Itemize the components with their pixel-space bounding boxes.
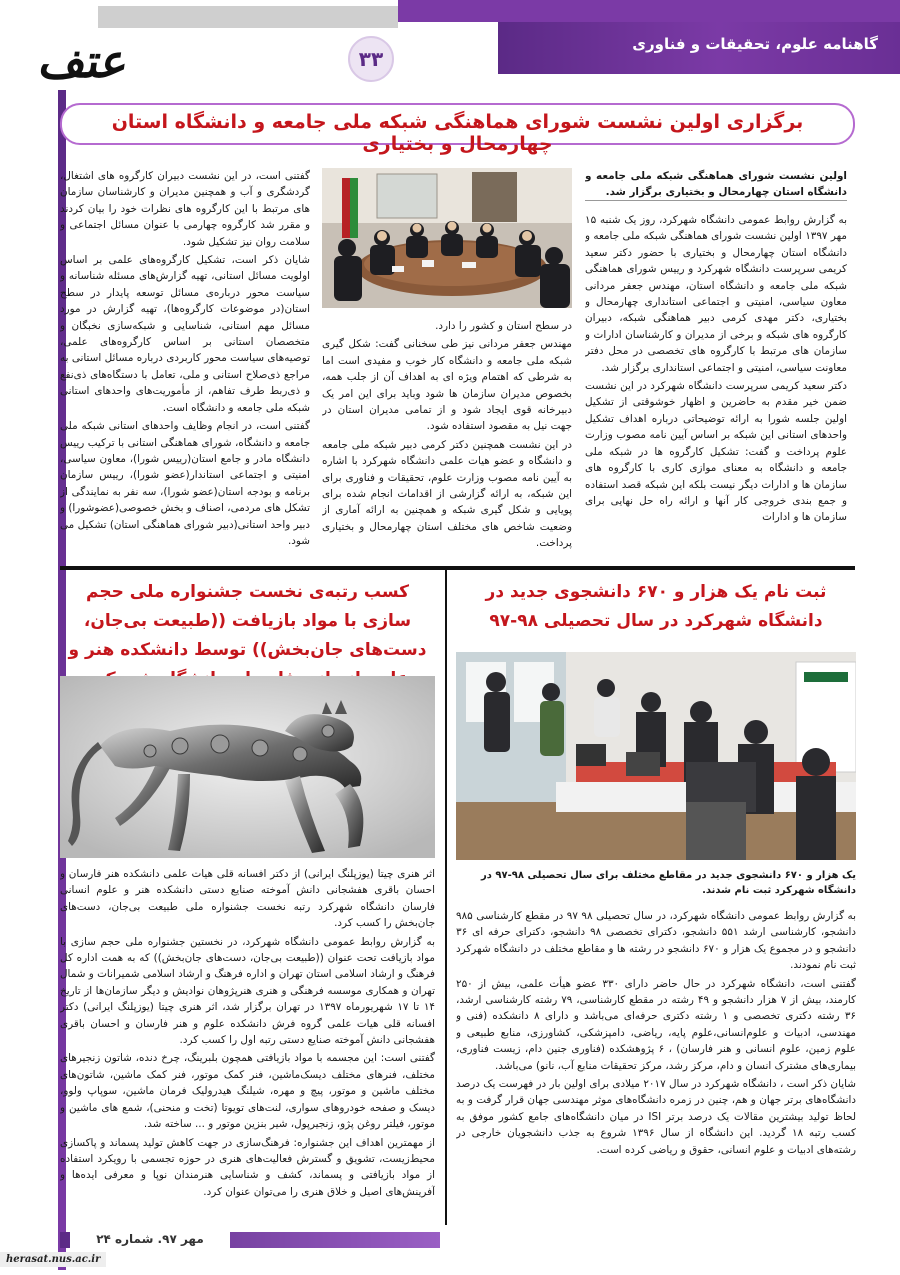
lead-underline [585,200,847,201]
paragraph: گفتنی است، دانشگاه شهرکرد در حال حاضر دارای ۳۳۰ عضو هیأت علمی، بیش از ۲۵۰ کارمند، بیش از ۷ هزار دانشجو و ۴۹ رشته در مقطع کارشناسی، ۷۹ رشته کارشناسی ارشد، ۳۶ رشته دکتری تخصصی و ۱ رشته دکتری حرفه‌ای می‌باشد و دارای ۸ دانشکده (فنی و مهندسی، ادبیات و علوم‌انسانی،علوم پایه، ریاضی، دامپزشکی، کشاورزی، منابع طبیعی و علوم زمین، علوم انسانی و هنر فارسان) ، ۶ پژوهشکده (فناوری جنین دام، زیست فناوری، بیماری‌های مشترک انسان و دام، مرکز رشد، مرکز تحقیقات منابع آب، نانو) می‌باشد. [456,977,856,1072]
paragraph: در سطح استان و کشور را دارد. [435,320,572,332]
footer-issue-label: مهر ۹۷. شماره ۲۴ [70,1228,230,1250]
paragraph: مهندس جعفر مردانی نیز طی سخنانی گفت: شکل گیری شبکه ملی جامعه و دانشگاه کار خوب و مفیدی است اما به شرطی که اهتمام ویژه ای به اهداف آن از جلب همه، بخصوص مدیران سازمان ها شود وباید برای این امر یک دبیرخانه قوی ایجاد شود و از تمامی مدیران استان در جهت نیل به مقصود استفاده شود. [322,338,572,433]
header-purple-strip [398,0,900,22]
article1-column-right [585,212,847,560]
paragraph: شایان ذکر است، تشکیل کارگروه‌های علمی بر اساس اولویت مسائل استانی، تهیه گزارش‌های مسئله شناسانه و سیاست محور درباره‌ی مسائل توسعه پایدار در سطح استان(در موضوعات کارگروه‌ها)، تهیه گزارش در مورد مسائل مهم استانی، شناسایی و شبکه‌سازی نخبگان و متخصصان استانی بر اساس کارگروه‌های علمی، توصیه‌های سیاست محور کاربردی درباره مسائل استانی به مراجع ذی‌صلاح استانی و ملی، تعامل با دستگاه‌های ذی‌نفع و ذی‌ربط طرف تفاهم، از مأموریت‌های واحدهای استانی شبکه ملی جامعه و دانشگاه است. [60,254,310,414]
paragraph: در این نشست همچنین دکتر کرمی دبیر شبکه ملی جامعه و دانشگاه و عضو هیات علمی دانشگاه شهرکرد با اشاره به آیین نامه مصوب وزارت علوم، تحقیقات و فناوری برای این شبکه، به ارائه گزارشی از اقدامات انجام شده برای پویایی و شکل گیری شبکه و همچنین به ارائه آماری از وضعیت شاخص های مختلف استان چهارمحال و بختیاری پرداخت. [322,438,572,550]
article1-column-middle [322,318,572,560]
paragraph: به گزارش روابط عمومی دانشگاه شهرکرد، در نخستین جشنواره ملی حجم سازی با مواد بازیافت تحت عنوان ((طبیعت بی‌جان، دست‌های جان‌بخش)) که به همت اداره کل فرهنگ و ارشاد اسلامی استان تهران و اداره فرهنگ و ارشاد اسلامی شمیرانات و شمال تهران و همکاری موسسه فرهنگی و هنری هنرپژوهان نوادیش و دیگر سازمان‌ها از تاریخ ۱۴ تا ۱۷ شهریورماه ۱۳۹۷ در تهران برگزار شد، اثر هنری چیتا (یوزپلنگ ایرانی) دکتر افسانه قلی هیات علمی گروه فرش دانشکده علوم و هنر فارسان و احسان باقری هفشجانی دانش آموخته صنایع دستی رتبه اول را کسب کرد. [60,935,435,1047]
paragraph: اثر هنری چیتا (یوزپلنگ ایرانی) از دکتر افسانه قلی هیات علمی دانشکده هنر فارسان و احسان باقری هفشجانی دانش آموخته صنایع دستی دانشکده هنر و علوم انسانی فارسان دانشگاه شهرکرد رتبه نخست جشنواره ملی طبیعت بی‌جان، دست‌های جان‌بخش را کسب کرد. [60,868,435,930]
article2-headline: ثبت نام یک هزار و ۶۷۰ دانشجوی جدید در دانشگاه شهرکرد در سال تحصیلی ۹۸-۹۷ [485,582,827,631]
registration-photo-image [456,652,856,860]
article3-body [60,866,435,1226]
paragraph: گفتنی است، در این نشست دبیران کارگروه های اشتغال، گردشگری و آب و همچنین مدیران و کارشناسان سازمان های مرتبط با این کارگروه های نظرات خود را بیان کردند و مقرر شد کارگروه چهارمی با عنوان مسائل اجتماعی و سلامت روان نیز تشکیل شود. [60,170,310,248]
registration-photo [456,652,856,860]
main-headline: برگزاری اولین نشست شورای هماهنگی شبکه ملی جامعه و دانشگاه استان چهارمحال و بختیاری [111,111,804,155]
article3-headline: کسب رتبه‌ی نخست جشنواره ملی حجم سازی با مواد بازیافت ((طبیعت بی‌جان، دست‌های جان‌بخش)) توسط دانشکده هنر و [68,582,427,660]
article1-lead: اولین نشست شورای هماهنگی شبکه ملی جامعه و دانشگاه استان چهارمحال و بختیاری برگزار شد. [585,170,847,199]
paragraph: گفتنی است، در انجام وظایف واحدهای استانی شبکه ملی جامعه و دانشگاه، شورای هماهنگی استانی با ترکیب رییس دانشگاه مادر و جامع استان(رییس شورا)، معاون سیاسی، امنیتی و اجتماعی استاندار(عضو شورا)، رییس سازمان برنامه و بودجه استان(عضو شورا)، سه نفر به نمایندگی از تشکل های مردمی، اصناف و بخش خصوصی(عضوشورا) و دبیر واحد استانی(دبیر شورای هماهنگی استان) تشکیل می شود. [60,420,310,547]
paragraph: شایان ذکر است ، دانشگاه شهرکرد در سال ۲۰۱۷ میلادی برای اولین بار در فهرست یک درصد دانشگاه‌های برتر جهان و هم، چنین در زمره دانشگاه‌های موثر مهندسی جهان قرار گرفت و به لحاظ تولید بیشترین مقالات یک درصد برتر ISI در میان دانشگاه‌های جامع کشور موفق به کسب رتبه ۱۸ گردید. این دانشگاه از سال ۱۳۹۶ شروع به جذب دانشجویان خارجی در رشته‌های ادبیات و علوم انسانی، حقوق و ریاضی کرده است. [456,1078,856,1156]
cheetah-sculpture-image [60,676,435,858]
magazine-logo: عتف [36,34,133,88]
meeting-photo [322,168,572,308]
column-divider [445,570,447,1225]
header-gray-strip [98,6,398,28]
section-title: گاهنامه علوم، تحقیقات و فناوری [632,35,878,53]
paragraph: به گزارش روابط عمومی دانشگاه شهرکرد، در سال تحصیلی ۹۸ ۹۷ در مقطع کارشناسی ۹۸۵ دانشجو، کارشناسی ارشد ۵۵۱ دانشجو، دکترای تخصصی ۹۸ دانشجو، دکترای حرفه ای ۳۶ دانشجو و در مجموع یک هزار و ۶۷۰ دانشجو در رشته ها و مقاطع مختلف در دانشگاه شهرکرد ثبت نام نمودند. [456,910,856,972]
article2-body [456,908,856,1226]
meeting-photo-image [322,168,572,308]
paragraph: به گزارش روابط عمومی دانشگاه شهرکرد، روز یک شنبه ۱۵ مهر ۱۳۹۷ اولین نشست شورای هماهنگی شبکه ملی جامعه و دانشگاه استان چهارمحال و بختیاری با حضور دکتر سعید کریمی سرپرست دانشگاه شهرکرد و رییس شورای هماهنگی شبکه ملی جامعه و دانشگاه استان، مهندس جعفر مردانی معاون سیاسی، امنیتی و اجتماعی استانداری چهارمحال و بختیاری، دکتر مهدی کرمی دبیر هماهنگی شبکه، دبیران کارگروه های شبکه و برخی از مدیران و کارشناسان ادارات و سازمان های مرتبط با کارگروه های تخصصی در محل دفتر معاونت سیاسی، امنیتی و اجتماعی استانداری برگزار شد. [585,214,847,374]
paragraph: گفتنی است: این مجسمه با مواد بازیافتی همچون بلبرینگ، چرخ دنده، شاتون زنجیرهای مختلف، فنرهای مختلف دیسک‌ماشین، فنر کمک موتور، فنر کمک ماشین، شاتون‌های مختلف ماشین و موتور، پیچ و مهره، شیلنگ هیدرولیک فرمان ماشین، سوپاپ ولوو، دیسک و صفحه خودروهای سواری، لنت‌های تویوتا (تخت و منحنی)، شمع های ماشین و موتور، فیلتر روغن پژو، زنجیرپول، شیر بنزین موتور و ... ساخته شد. [60,1052,435,1131]
section-divider [60,566,855,570]
paragraph: دکتر سعید کریمی سرپرست دانشگاه شهرکرد در این نشست ضمن خیر مقدم به حاضرین و اظهار خوشوقتی از تشکیل اولین جلسه شورا به ارائه توضیحاتی درباره اهداف تشکیل واحدهای استانی این شبکه بر اساس آیین نامه مصوب وزارت علوم پرداخت و گفت: تشکیل کارگروه ها در شبکه ملی جامعه و دانشگاه به معنای موازی کاری با کارگروه های سازمان ها و ادارات دیگر نیست بلکه این شبکه قصد استفاده و جمع بندی خروجی کار آنها و ارائه راه حل نهایی برای سازمان ها و ادارات [585,380,847,524]
cheetah-sculpture-photo [60,676,435,858]
page-number-badge: ۳۳ [348,36,394,82]
header-band [98,0,900,82]
footer-website-link[interactable]: herasat.nus.ac.ir [0,1252,106,1267]
article1-column-left [60,168,310,560]
article2-caption: یک هزار و ۶۷۰ دانشجوی جدید در مقاطع مختلف برای سال تحصیلی ۹۸-۹۷ در دانشگاه شهرکرد ثبت نام شدند. [481,870,856,896]
paragraph: از مهمترین اهداف این جشنواره: فرهنگ‌سازی در جهت کاهش تولید پسماند و پاکسازی محیط‌زیست، تشویق و گسترش فعالیت‌های هنری در حوزه تجسمی با رویکرد استفاده از مواد بازیافتی و پسماند، کشف و شناسایی هنرمندان نوپا و معرفی ایده‌ها و آفرینش‌های اصیل و خلاق هنری را می‌توان عنوان کرد. [60,1136,435,1198]
